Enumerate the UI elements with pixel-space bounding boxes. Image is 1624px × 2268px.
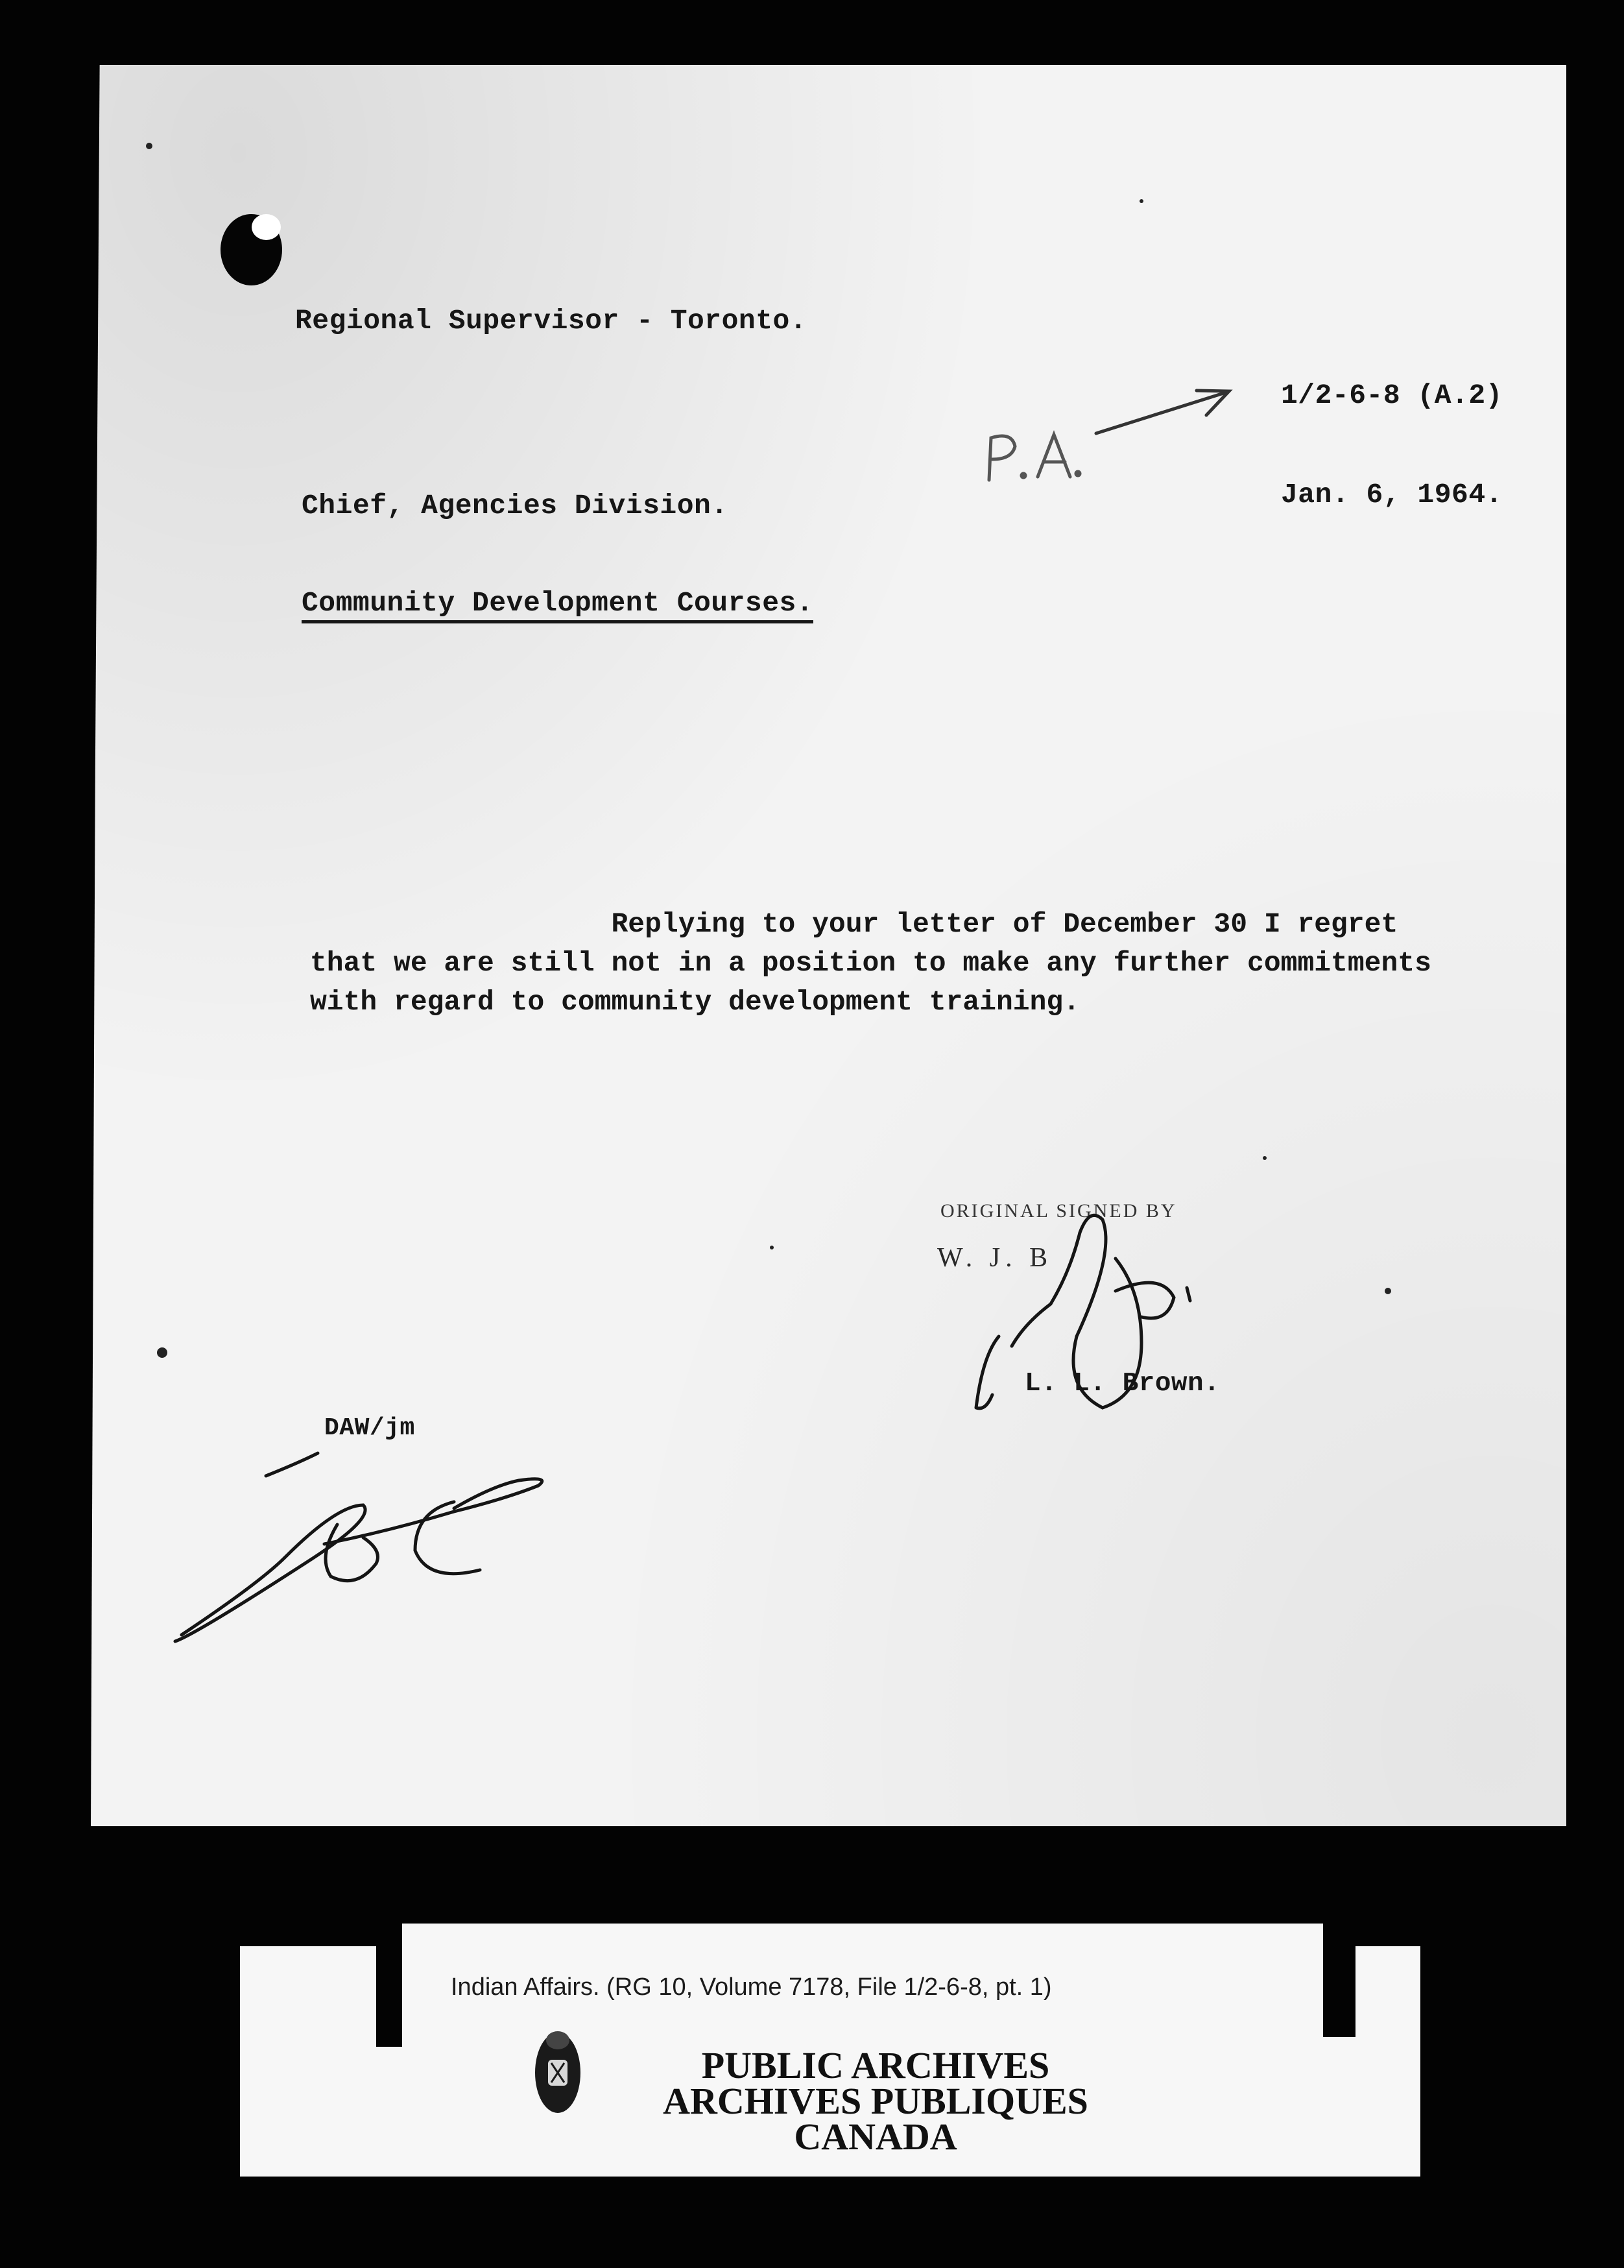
memo-subject: Community Development Courses. xyxy=(302,587,813,623)
memo-sender: Chief, Agencies Division. xyxy=(302,490,728,522)
memo-body-line: that we are still not in a position to make any further commitments xyxy=(310,947,1431,979)
archive-label-tab xyxy=(402,1924,1323,1962)
archive-label-notch-right xyxy=(1323,1924,1355,2037)
archive-name-english: PUBLIC ARCHIVES xyxy=(701,2044,1050,2086)
memo-file-number: 1/2-6-8 (A.2) xyxy=(1281,380,1503,411)
punch-hole-tear xyxy=(252,214,281,240)
archive-label-notch xyxy=(376,1924,402,2047)
memo-date: Jan. 6, 1964. xyxy=(1281,479,1503,511)
memo-body xyxy=(310,905,1431,1022)
typist-initials: DAW/jm xyxy=(324,1414,415,1442)
memo-body-line: Replying to your letter of December 30 I regret xyxy=(310,908,1398,940)
signature-stamp-name: W. J. B xyxy=(937,1243,1053,1273)
archive-name-french: ARCHIVES PUBLIQUES xyxy=(663,2080,1088,2122)
memo-recipient: Regional Supervisor - Toronto. xyxy=(295,305,807,337)
memo-signer: L. L. Brown. xyxy=(1025,1369,1221,1399)
memo-body-line: with regard to community development training. xyxy=(310,986,1080,1018)
signature-stamp-heading: ORIGINAL SIGNED BY xyxy=(940,1200,1177,1222)
archive-name-country: CANADA xyxy=(794,2116,957,2158)
archive-citation: Indian Affairs. (RG 10, Volume 7178, File 1/2-6-8, pt. 1) xyxy=(451,1973,1052,2001)
coat-of-arms-icon xyxy=(529,2021,587,2118)
